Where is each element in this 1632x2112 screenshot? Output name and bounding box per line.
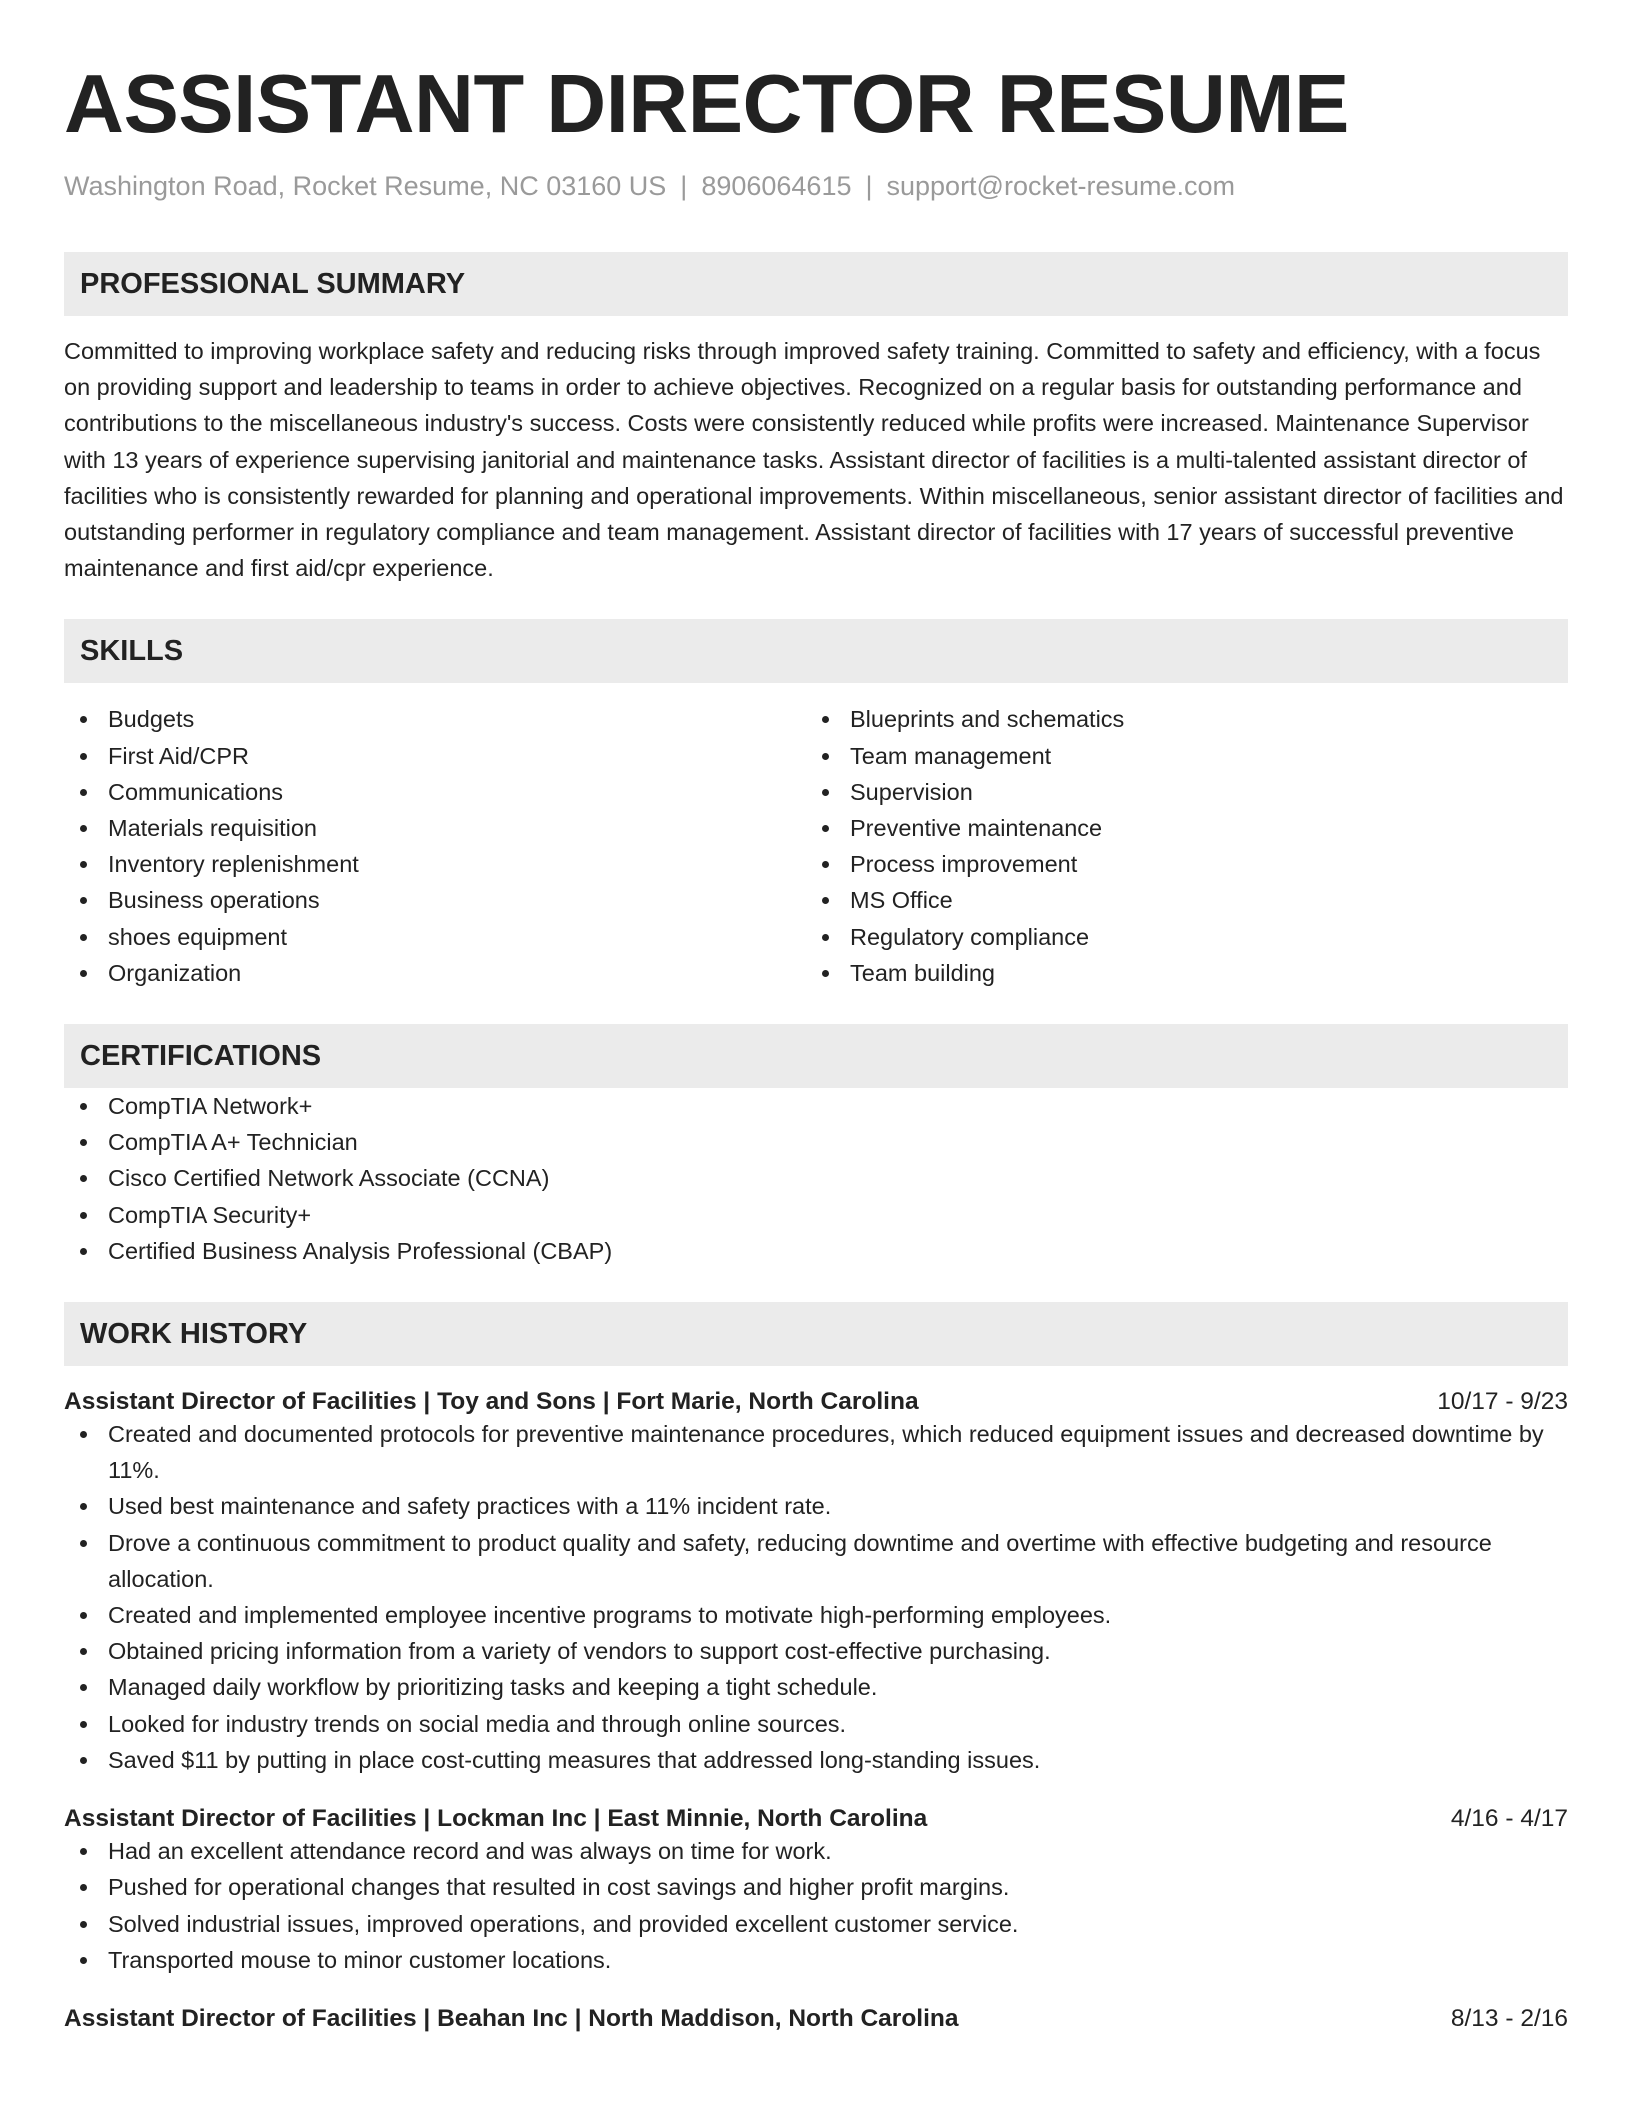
skill-item: shoes equipment (64, 919, 806, 955)
certifications-heading: CERTIFICATIONS (64, 1024, 1568, 1088)
skills-list-left (64, 701, 806, 991)
job-dates: 8/13 - 2/16 (1450, 2004, 1568, 2032)
job-title: Assistant Director of Facilities | Beahan Inc | North Maddison, North Carolina (64, 2004, 959, 2032)
job-bullet: Pushed for operational changes that resulted in cost savings and higher profit margins. (64, 1869, 1568, 1905)
certifications-list (64, 1088, 1568, 1269)
job-bullet: Created and implemented employee incentive programs to motivate high-performing employees. (64, 1597, 1568, 1633)
certification-item: CompTIA A+ Technician (64, 1124, 1568, 1160)
skills-heading: SKILLS (64, 619, 1568, 683)
skill-item: Team management (806, 738, 1548, 774)
job-bullet: Solved industrial issues, improved operations, and provided excellent customer service. (64, 1906, 1568, 1942)
work-history-heading: WORK HISTORY (64, 1302, 1568, 1366)
contact-address: Washington Road, Rocket Resume, NC 03160 US (64, 171, 667, 201)
job-bullets (64, 1416, 1568, 1778)
certification-item: CompTIA Network+ (64, 1088, 1568, 1124)
skills-grid (64, 701, 1568, 991)
resume-title: ASSISTANT DIRECTOR RESUME (64, 57, 1349, 150)
skill-item: Inventory replenishment (64, 846, 806, 882)
contact-line (64, 171, 1568, 202)
skill-item: Blueprints and schematics (806, 701, 1548, 737)
job-title: Assistant Director of Facilities | Toy and Sons | Fort Marie, North Carolina (64, 1388, 919, 1416)
certification-item: CompTIA Security+ (64, 1197, 1568, 1233)
skill-item: Business operations (64, 882, 806, 918)
job-bullet: Looked for industry trends on social media and through online sources. (64, 1706, 1568, 1742)
job-bullet: Saved $11 by putting in place cost-cutting measures that addressed long-standing issues. (64, 1742, 1568, 1778)
certification-item: Cisco Certified Network Associate (CCNA) (64, 1160, 1568, 1196)
job-header (64, 1388, 1568, 1416)
job-title: Assistant Director of Facilities | Lockman Inc | East Minnie, North Carolina (64, 1805, 928, 1833)
job-header (64, 1805, 1568, 1833)
skill-item: Supervision (806, 774, 1548, 810)
summary-text: Committed to improving workplace safety and reducing risks through improved safety training. Committed to safety and efficiency, with a focus on providing support and leadership to teams in order to achieve objectives. Recognized on a regular basis for outstanding performance and contributions to the miscellaneous industry's success. Costs were consistently reduced while profits were increased. Maintenance Supervisor with 13 years of experience supervising janitorial and maintenance tasks. Assistant director of facilities is a multi-talented assistant director of facilities who is consistently rewarded for planning and operational improvements. Within miscellaneous, senior assistant director of facilities and outstanding performer in regulatory compliance and team management. Assistant director of facilities with 17 years of successful preventive maintenance and first aid/cpr experience. (64, 338, 1564, 582)
job-bullet: Managed daily workflow by prioritizing tasks and keeping a tight schedule. (64, 1669, 1568, 1705)
skill-item: Preventive maintenance (806, 810, 1548, 846)
job-bullet: Drove a continuous commitment to product quality and safety, reducing downtime and overtime with effective budgeting and resource allocation. (64, 1525, 1568, 1597)
contact-separator: | (680, 171, 688, 201)
skills-column-right (806, 701, 1548, 991)
skill-item: Organization (64, 955, 806, 991)
contact-email[interactable]: support@rocket-resume.com (886, 171, 1236, 201)
skill-item: Budgets (64, 701, 806, 737)
skills-list-right (806, 701, 1548, 991)
skill-item: Process improvement (806, 846, 1548, 882)
skill-item: Materials requisition (64, 810, 806, 846)
skill-item: Team building (806, 955, 1548, 991)
contact-separator: | (865, 171, 873, 201)
job-bullet: Had an excellent attendance record and was always on time for work. (64, 1833, 1568, 1869)
skill-item: MS Office (806, 882, 1548, 918)
certification-item: Certified Business Analysis Professional (CBAP) (64, 1233, 1568, 1269)
job-bullets (64, 1833, 1568, 1978)
job-bullet: Obtained pricing information from a variety of vendors to support cost-effective purchasing. (64, 1633, 1568, 1669)
contact-phone: 8906064615 (701, 171, 852, 201)
skill-item: Communications (64, 774, 806, 810)
job-dates: 4/16 - 4/17 (1450, 1805, 1568, 1833)
skill-item: First Aid/CPR (64, 738, 806, 774)
job-bullet: Transported mouse to minor customer locations. (64, 1942, 1568, 1978)
job-dates: 10/17 - 9/23 (1437, 1388, 1568, 1416)
summary-heading: PROFESSIONAL SUMMARY (64, 252, 1568, 316)
job-bullet: Created and documented protocols for preventive maintenance procedures, which reduced equipment issues and decreased downtime by 11%. (64, 1416, 1568, 1488)
skills-column-left (64, 701, 806, 991)
job-header (64, 2005, 1568, 2033)
job-bullet: Used best maintenance and safety practices with a 11% incident rate. (64, 1488, 1568, 1524)
skill-item: Regulatory compliance (806, 919, 1548, 955)
